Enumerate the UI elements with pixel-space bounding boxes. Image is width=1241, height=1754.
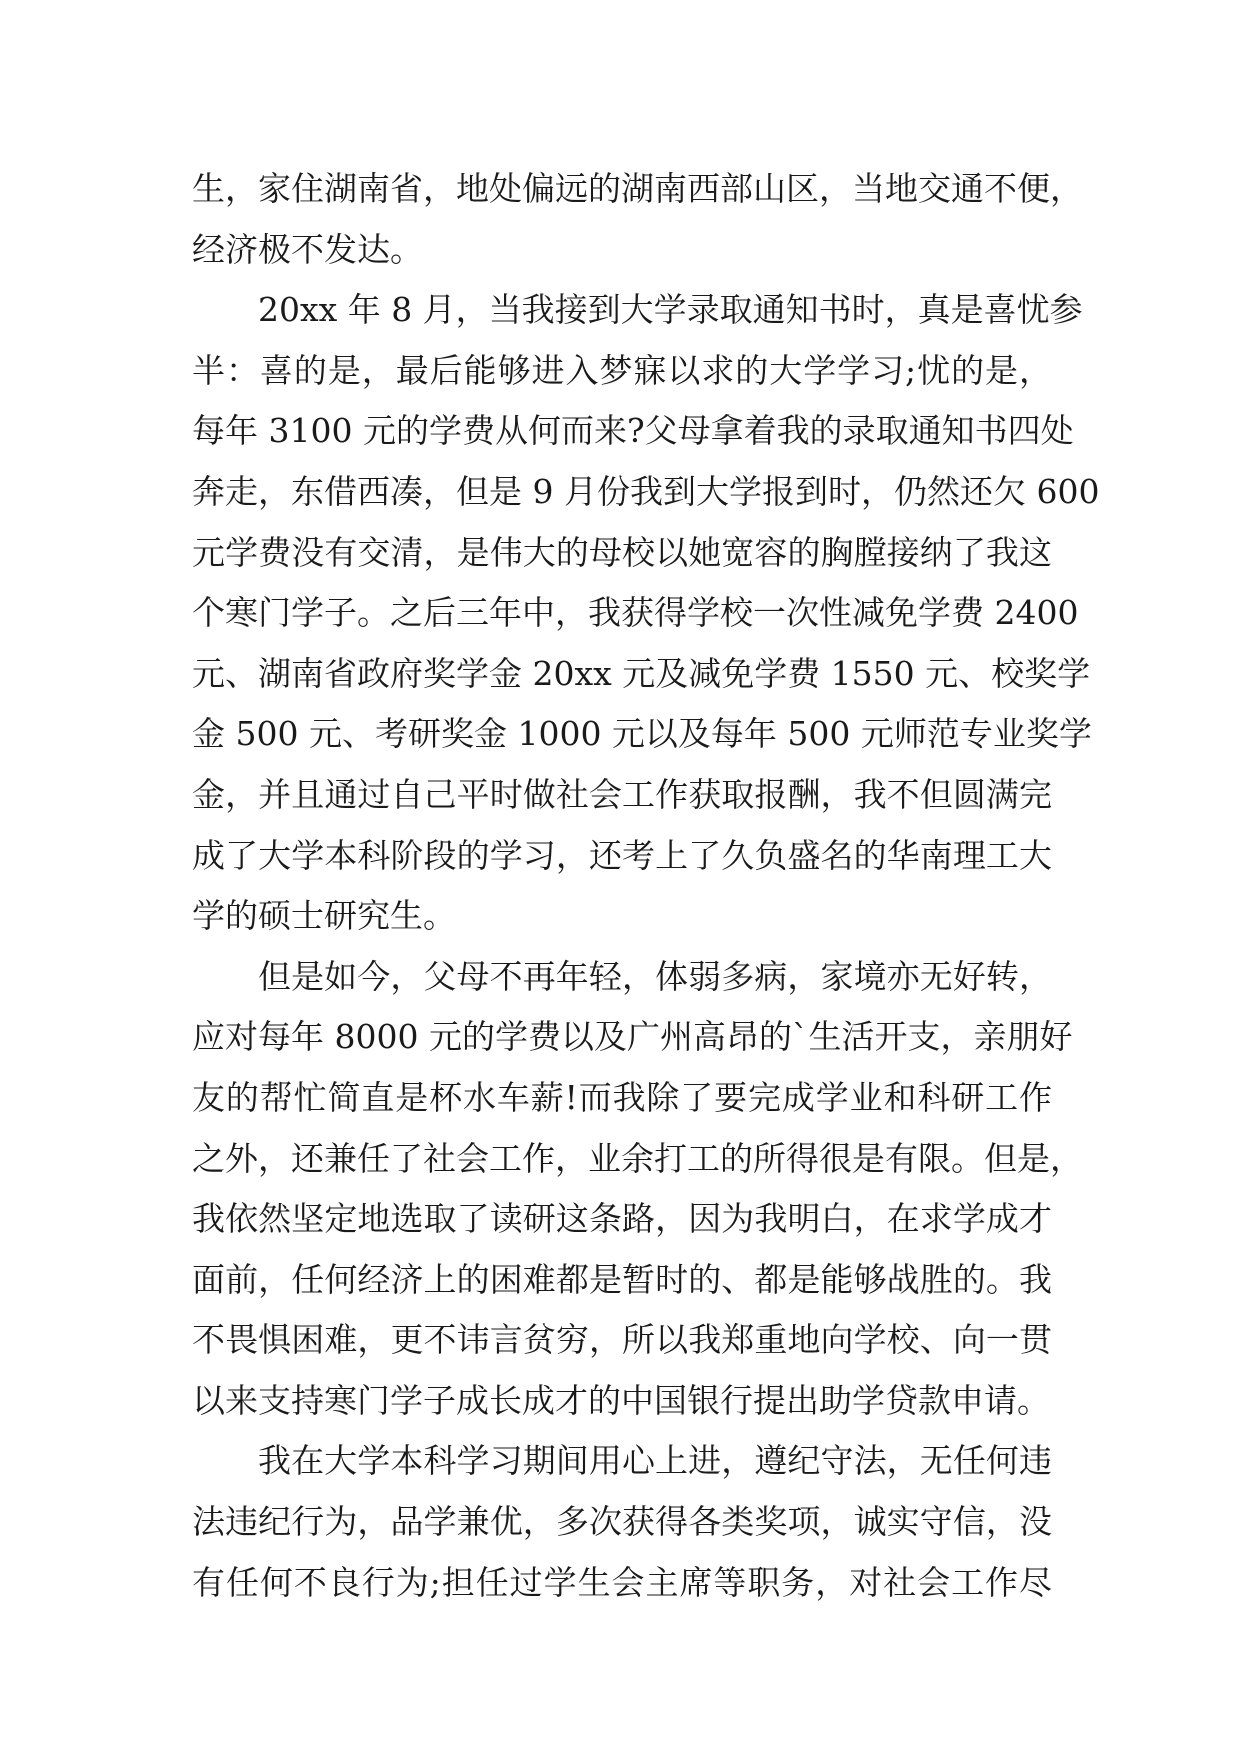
text-line: 有任何不良行为;担任过学生会主席等职务，对社会工作尽 bbox=[192, 1562, 1052, 1602]
paragraph-2 bbox=[192, 280, 1100, 947]
text-line: 奔走，东借西凑，但是 9 月份我到大学报到时，仍然还欠 600 bbox=[192, 471, 1100, 511]
text-line: 元学费没有交清，是伟大的母校以她宽容的胸膛接纳了我这 bbox=[192, 532, 1052, 572]
text-line: 经济极不发达。 bbox=[192, 229, 423, 269]
text-line: 每年 3100 元的学费从何而来?父母拿着我的录取通知书四处 bbox=[192, 411, 1074, 451]
paragraph-1 bbox=[192, 159, 1083, 280]
text-line: 成了大学本科阶段的学习，还考上了久负盛名的华南理工大 bbox=[192, 835, 1052, 875]
text-line: 不畏惧困难，更不讳言贫穷，所以我郑重地向学校、向一贯 bbox=[192, 1320, 1052, 1360]
document-body bbox=[192, 159, 1100, 1613]
text-line: 20xx 年 8 月，当我接到大学录取通知书时，真是喜忧参 bbox=[258, 290, 1083, 330]
text-line: 个寒门学子。之后三年中，我获得学校一次性减免学费 2400 bbox=[192, 593, 1079, 633]
paragraph-4 bbox=[192, 1431, 1052, 1613]
text-line: 但是如今，父母不再年轻，体弱多病，家境亦无好转， bbox=[258, 956, 1052, 996]
text-line: 法违纪行为，品学兼优，多次获得各类奖项，诚实守信，没 bbox=[192, 1502, 1052, 1542]
text-line: 半：喜的是，最后能够进入梦寐以求的大学学习;忧的是， bbox=[192, 350, 1052, 390]
text-line: 生，家住湖南省，地处偏远的湖南西部山区，当地交通不便， bbox=[192, 169, 1083, 208]
text-line: 面前，任何经济上的困难都是暂时的、都是能够战胜的。我 bbox=[192, 1259, 1052, 1299]
text-line: 之外，还兼任了社会工作，业余打工的所得很是有限。但是， bbox=[192, 1138, 1083, 1178]
text-line: 应对每年 8000 元的学费以及广州高昂的`生活开支，亲朋好 bbox=[192, 1017, 1073, 1057]
text-line: 金，并且通过自己平时做社会工作获取报酬，我不但圆满完 bbox=[192, 774, 1052, 814]
text-line: 我在大学本科学习期间用心上进，遵纪守法，无任何违 bbox=[258, 1441, 1052, 1481]
paragraph-3 bbox=[192, 947, 1083, 1432]
text-line: 元、湖南省政府奖学金 20xx 元及减免学费 1550 元、校奖学 bbox=[192, 653, 1091, 693]
text-line: 金 500 元、考研奖金 1000 元以及每年 500 元师范专业奖学 bbox=[192, 714, 1092, 754]
text-line: 友的帮忙简直是杯水车薪!而我除了要完成学业和科研工作 bbox=[192, 1077, 1052, 1117]
text-line: 我依然坚定地选取了读研这条路，因为我明白，在求学成才 bbox=[192, 1199, 1052, 1239]
text-line: 学的硕士研究生。 bbox=[192, 896, 456, 936]
text-line: 以来支持寒门学子成长成才的中国银行提出助学贷款申请。 bbox=[192, 1380, 1050, 1420]
